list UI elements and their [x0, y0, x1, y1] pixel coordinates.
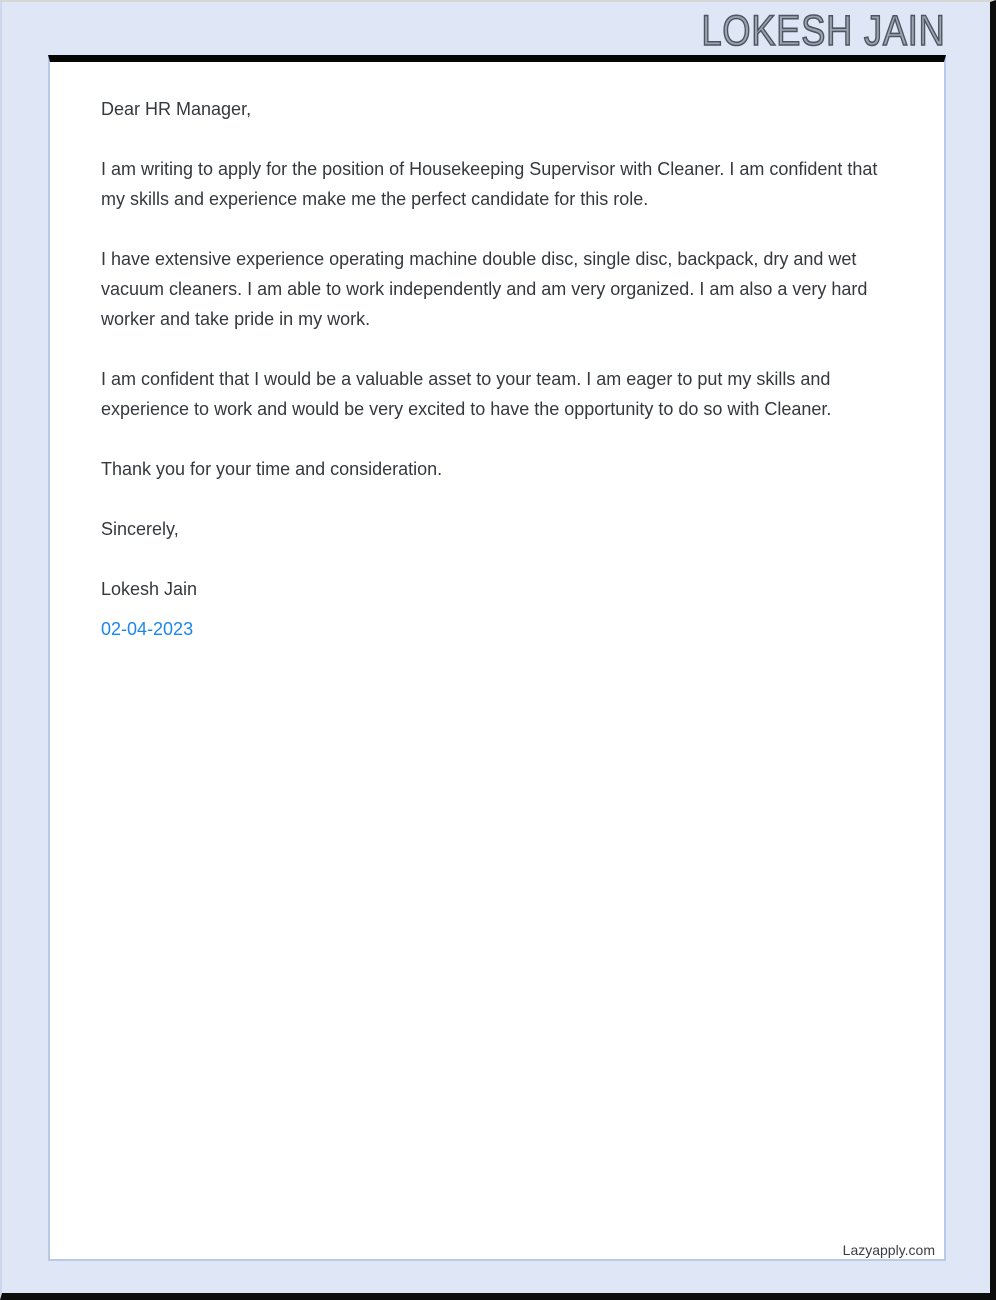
salutation: Dear HR Manager, — [101, 99, 252, 119]
letter-paragraph: Thank you for your time and consideration. — [101, 459, 443, 479]
letter-paragraph: I have extensive experience operating machine double disc, single disc, backpack, dry and wet vacuum cleaners. I am able to work independently and am very organized. I am also a very hard worker and take pride in my work. — [101, 249, 868, 329]
brand-name: LOKESH JAIN — [701, 7, 946, 55]
footer-branding: Lazyapply.com — [842, 1242, 935, 1258]
signature-name: Lokesh Jain — [101, 579, 198, 599]
closing: Sincerely, — [101, 519, 179, 539]
letter-page — [48, 55, 946, 1261]
letter-paragraph: I am confident that I would be a valuable asset to your team. I am eager to put my skills and experience to work and would be very excited to have the opportunity to do so with Cleaner. — [101, 369, 832, 419]
letter-body — [50, 62, 944, 644]
letter-date-link[interactable]: 02-04-2023 — [101, 619, 194, 639]
letter-paragraph: I am writing to apply for the position of Housekeeping Supervisor with Cleaner. I am confident that my skills and experience make me the perfect candidate for this role. — [101, 159, 878, 209]
